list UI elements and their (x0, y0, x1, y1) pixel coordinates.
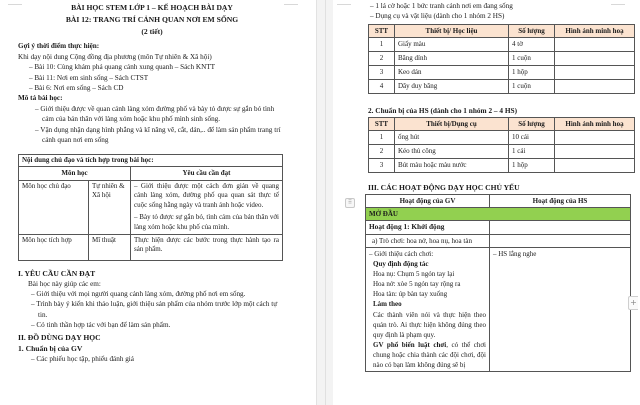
cell-quantity: 4 tờ (509, 38, 555, 52)
document-title: BÀI HỌC STEM LỚP 1 – KẾ HOẠCH BÀI DẠY (71, 3, 233, 12)
cell-illustration (555, 52, 635, 66)
gv-materials-table (368, 24, 635, 94)
section-2-heading: II. ĐỒ DÙNG DẠY HỌC (18, 332, 101, 342)
table-row (369, 130, 635, 144)
cell-stt: 3 (369, 66, 395, 80)
description-item: – Vận dụng nhận dạng hình phẳng và kĩ năng vẽ, cắt, dán,.. để làm sản phẩm trang trí cảnh quan nơi em sống (35, 125, 281, 145)
table-row (369, 144, 635, 158)
section-1-item: – Có tinh thần hợp tác với bạn để làm sản phẩm. (31, 321, 171, 330)
phase-label: MỞ ĐẦU (366, 207, 631, 220)
table-row (369, 52, 635, 66)
cell-quantity: 1 cái (509, 144, 555, 158)
student-activity: – HS lắng nghe (490, 247, 631, 372)
timing-heading: Gợi ý thời điểm thực hiện: (18, 42, 100, 51)
cell-equipment: Dây duy băng (395, 80, 509, 94)
requirement-item: – Giới thiệu được một cách đơn giản về quang cảnh làng xóm, đường phố qua quan sát thực tế cuộc sống hằng ngày và tranh ảnh hoặc video. (134, 181, 279, 210)
section-1-heading: I. YÊU CẦU CẦN ĐẠT (18, 268, 96, 278)
lesson-duration: (2 tiết) (141, 26, 163, 36)
cell-quantity: 1 hộp (509, 158, 555, 172)
cell-quantity: 1 hộp (509, 66, 555, 80)
requirement-item: Thực hiện được các bước trong thực hành tạo ra sản phẩm. (131, 234, 283, 260)
col-quantity: Số lượng (509, 117, 555, 130)
activities-table (365, 194, 631, 373)
rule-item: Hoa nở: xòe 5 ngón tay rộng ra (373, 280, 461, 289)
section-1-item: – Trình bày ý kiến khi thảo luận, giới thiệu sản phẩm của nhóm trước lớp một cách tự tin. (31, 300, 278, 319)
header-requirements: Yêu cầu cần đạt (131, 167, 283, 180)
cell-quantity: 10 cái (509, 130, 555, 144)
col-stt: STT (369, 24, 395, 37)
cell-illustration (555, 158, 635, 172)
cell-equipment: Giấy màu (395, 38, 509, 52)
header-subject: Môn học (19, 167, 131, 180)
table-row (369, 38, 635, 52)
cell-equipment: Kéo thủ công (395, 144, 509, 158)
page-corner-mark (284, 4, 298, 6)
col-student-activity: Hoạt động của HS (490, 194, 631, 207)
col-equipment: Thiết bị/ Học liệu (395, 24, 509, 37)
prep-item: – Dụng cụ và vật liệu (dành cho 1 nhóm 2 HS) (370, 12, 505, 21)
rule-item: Hoa tàn: úp bàn tay xuống (373, 290, 448, 299)
table-row (369, 80, 635, 94)
announce-text: , có thể chơi chung hoặc chia thành các đội chơi, đội nào có bạn làm không đúng sẽ bị (373, 341, 486, 370)
table-row (366, 234, 631, 247)
col-equipment: Thiết bị/Dụng cụ (395, 117, 509, 130)
table-row (366, 247, 631, 372)
game-title: a) Trò chơi: hoa nở, hoa nụ, hoa tàn (366, 234, 490, 247)
lesson-title: BÀI 12: TRANG TRÍ CẢNH QUAN NƠI EM SỐNG (65, 14, 239, 24)
cell-equipment: ống hút (395, 130, 509, 144)
cell-stt: 1 (369, 38, 395, 52)
cell-equipment: Bút màu hoặc màu nước (395, 158, 509, 172)
section-2-sub1-item: – Các phiếu học tập, phiếu đánh giá (31, 354, 134, 363)
page-gutter (316, 0, 333, 405)
row-type: Môn học tích hợp (19, 234, 89, 260)
cell-equipment: Keo dán (395, 66, 509, 80)
document-page-left (0, 0, 312, 405)
left-page-content (18, 2, 286, 364)
cell-illustration (555, 80, 635, 94)
integration-caption: Nội dung chủ đạo và tích hợp trong bài học: (19, 154, 283, 167)
right-page-content (363, 1, 633, 372)
announce-bold: GV phổ biến luật chơi (373, 341, 447, 349)
timing-item: – Bài 11: Nơi em sinh sống – Sách CTST (29, 73, 149, 82)
document-page-right (333, 0, 640, 405)
activity-title: Hoạt động 1: Khởi động (366, 221, 490, 235)
section-3-heading: III. CÁC HOẠT ĐỘNG DẠY HỌC CHỦ YẾU (368, 182, 520, 192)
paragraph-anchor-icon[interactable]: ⠿ (345, 198, 355, 208)
teacher-instructions (366, 247, 490, 372)
timing-item: – Bài 6: Nơi em sống – Sách CD (29, 84, 124, 93)
requirement-item: – Bày tỏ được sự gắn bó, tình cảm của bản thân với làng xóm hoặc khu phố của mình. (134, 213, 279, 231)
hs-materials-table (368, 117, 635, 173)
cell-illustration (555, 130, 635, 144)
cell-stt: 2 (369, 52, 395, 66)
empty-cell (490, 234, 631, 247)
col-illustration: Hình ảnh minh hoạ (555, 117, 635, 130)
row-requirements (131, 180, 283, 234)
table-row (19, 180, 283, 234)
section-1-item: – Giới thiệu với mọi người quang cảnh làng xóm, đường phố nơi em sống. (31, 290, 246, 299)
table-row (369, 158, 635, 172)
phase-row (366, 207, 631, 220)
description-heading: Mô tả bài học: (18, 94, 63, 103)
instruction-intro: – Giới thiệu cách chơi: (369, 249, 434, 258)
description-item: – Giới thiệu được về quan cảnh làng xóm đường phố và bày tỏ được sự gắn bó tình cảm của bản thân với làng xóm hoặc khu phố mình sinh sống. (35, 104, 275, 124)
announce-paragraph (369, 340, 486, 370)
follow-text: Các thành viên nói và thực hiện theo quản trò. Ai thực hiện không đúng theo quy định là phạm quy. (373, 310, 486, 339)
cell-illustration (555, 144, 635, 158)
rule-heading: Quy định động tác (373, 259, 429, 268)
cell-quantity: 1 cuộn (509, 80, 555, 94)
cell-illustration (555, 66, 635, 80)
row-type: Môn học chủ đạo (19, 180, 89, 234)
section-1-intro: Bài học này giúp các em: (28, 279, 101, 288)
row-subject: Mĩ thuật (89, 234, 131, 260)
table-row (19, 234, 283, 260)
section-2-sub1: 1. Chuẩn bị của GV (18, 343, 83, 353)
timing-item: – Bài 10: Cùng khám phá quang cảnh xung quanh – Sách KNTT (29, 63, 216, 72)
empty-cell (490, 221, 631, 235)
follow-heading: Làm theo (373, 300, 402, 309)
cell-equipment: Băng dính (395, 52, 509, 66)
cell-stt: 2 (369, 144, 395, 158)
page-corner-mark (337, 4, 351, 6)
rule-item: Hoa nụ: Chụm 5 ngón tay lại (373, 270, 455, 279)
prep-item: – 1 lá cờ hoặc 1 bức tranh cảnh nơi em đang sống (370, 2, 513, 10)
table-row (369, 66, 635, 80)
col-stt: STT (369, 117, 395, 130)
cell-stt: 4 (369, 80, 395, 94)
cell-stt: 3 (369, 158, 395, 172)
hs-prep-heading: 2. Chuẩn bị của HS (dành cho 1 nhóm 2 – 4 HS) (368, 106, 518, 116)
col-quantity: Số lượng (509, 24, 555, 37)
timing-intro: Khi dạy nội dung Cộng đồng địa phương (môn Tự nhiên & Xã hội) (18, 52, 212, 61)
plus-icon[interactable]: + (628, 296, 638, 310)
row-subject: Tự nhiên & Xã hội (89, 180, 131, 234)
col-illustration: Hình ảnh minh hoạ (555, 24, 635, 37)
table-row (366, 221, 631, 235)
gutter-divider (325, 0, 326, 405)
cell-stt: 1 (369, 130, 395, 144)
integration-table (18, 154, 283, 261)
cell-quantity: 1 cuộn (509, 52, 555, 66)
col-teacher-activity: Hoạt động của GV (366, 194, 490, 207)
cell-illustration (555, 38, 635, 52)
